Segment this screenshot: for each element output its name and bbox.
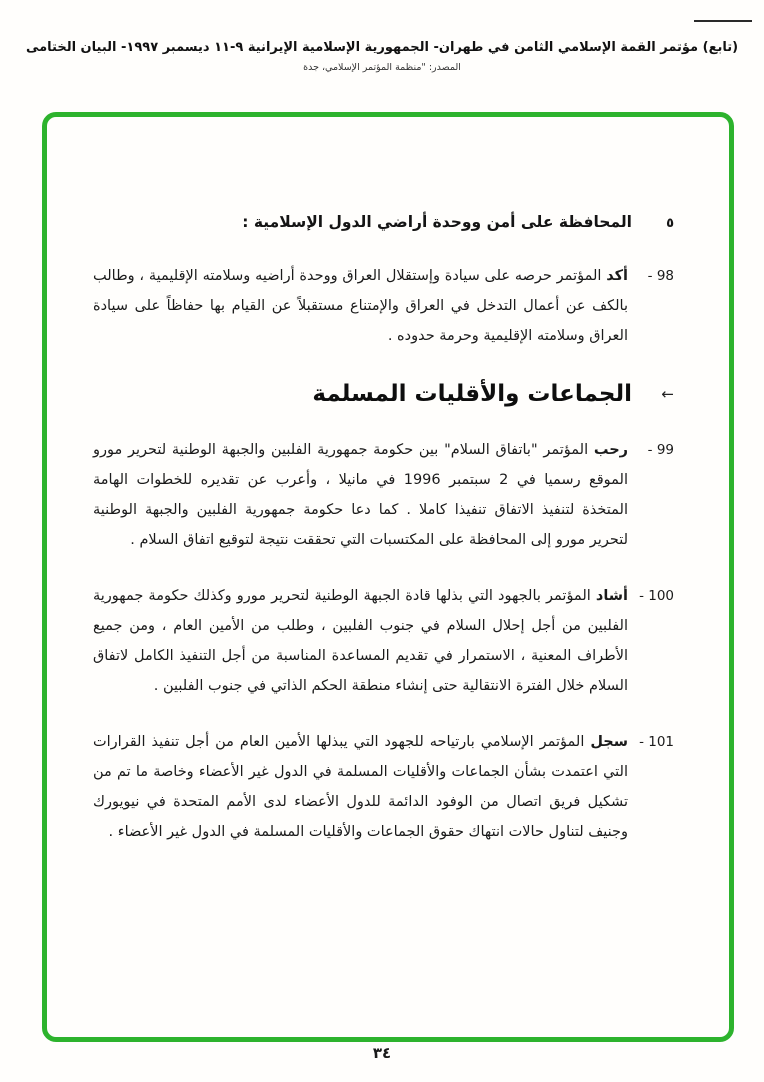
content-frame bbox=[42, 112, 734, 1042]
corner-crop-mark bbox=[694, 20, 752, 22]
section-heading-minorities bbox=[93, 381, 674, 407]
paragraph-100-lead: أشاد bbox=[595, 588, 628, 604]
section-heading-minorities-title: الجماعات والأقليات المسلمة bbox=[312, 381, 632, 407]
paragraph-99 bbox=[93, 435, 674, 555]
paragraph-100-text bbox=[93, 581, 628, 701]
section-heading-security-title: المحافظة على أمن ووحدة أراضي الدول الإسلامية : bbox=[242, 213, 632, 231]
paragraph-98-lead: أكد bbox=[606, 268, 628, 284]
content-area bbox=[47, 117, 729, 847]
paragraph-99-body: المؤتمر "باتفاق السلام" بين حكومة جمهورية الفلبين والجبهة الوطنية لتحرير مورو الموقع رسميا في 2 سبتمبر 1996 في مانيلا ، وأعرب عن تقديره للخطوات الهامة المتخذة لتنفيذ الاتفاق تنفيذا كاملا . كما دعا حكومة جمهورية الفلبين والجبهة الوطنية لتحرير مورو إلى المحافظة على المكتسبات التي تحققت نتيجة لتوقيع اتفاق السلام . bbox=[93, 442, 628, 548]
paragraph-101-lead: سجل bbox=[590, 734, 628, 750]
arrow-left-icon: ← bbox=[661, 385, 674, 403]
paragraph-101-number: - 101 bbox=[639, 734, 674, 750]
header-title: (تابع) مؤتمر القمة الإسلامي الثامن في طهران- الجمهورية الإسلامية الإيرانية ٩-١١ ديسمبر ١٩٩٧- البيان الختامى bbox=[25, 40, 739, 55]
paragraph-98-body: المؤتمر حرصه على سيادة وإستقلال العراق ووحدة أراضيه وسلامته الإقليمية ، وطالب بالكف عن أعمال التدخل في العراق والإمتناع مستقبلاً عن القيام بها حفاظاً على سيادة العراق وسلامته الإقليمية وحرمة حدوده . bbox=[93, 268, 628, 344]
section-bullet-marker: ٥ bbox=[666, 216, 674, 231]
paragraph-99-lead: رحب bbox=[593, 442, 628, 458]
paragraph-100 bbox=[93, 581, 674, 701]
section-heading-security bbox=[93, 213, 674, 231]
paragraph-101-text bbox=[93, 727, 628, 847]
paragraph-101-body: المؤتمر الإسلامي بارتياحه للجهود التي يبذلها الأمين العام من أجل تنفيذ القرارات التي اعتمدت بشأن الجماعات والأقليات المسلمة في الدول غير الأعضاء وخاصة ما تم من تشكيل فريق اتصال من الوفود الدائمة للدول الأعضاء لدى الأمم المتحدة في نيويورك وجنيف لتناول حالات انتهاك حقوق الجماعات والأقليات المسلمة في الدول غير الأعضاء . bbox=[93, 734, 628, 840]
paragraph-101 bbox=[93, 727, 674, 847]
page-header bbox=[0, 40, 764, 73]
header-source: المصدر: "منظمة المؤتمر الإسلامي، جدة bbox=[303, 62, 461, 73]
paragraph-98-text bbox=[93, 261, 628, 351]
paragraph-98 bbox=[93, 261, 674, 351]
page-number: ٣٤ bbox=[372, 1044, 392, 1062]
paragraph-100-body: المؤتمر بالجهود التي بذلها قادة الجبهة الوطنية لتحرير مورو وكذلك حكومة جمهورية الفلبين من أجل إحلال السلام في جنوب الفلبين ، وطلب من الأمين العام ، ومن جميع الأطراف المعنية ، الاستمرار في تقديم المساعدة المناسبة من أجل التنفيذ الكامل لاتفاق السلام خلال الفترة الانتقالية حتى إنشاء منطقة الحكم الذاتي في جنوب الفلبين . bbox=[93, 588, 628, 694]
paragraph-99-number: - 99 bbox=[647, 442, 674, 458]
paragraph-98-number: - 98 bbox=[647, 268, 674, 284]
paragraph-99-text bbox=[93, 435, 628, 555]
paragraph-100-number: - 100 bbox=[639, 588, 674, 604]
